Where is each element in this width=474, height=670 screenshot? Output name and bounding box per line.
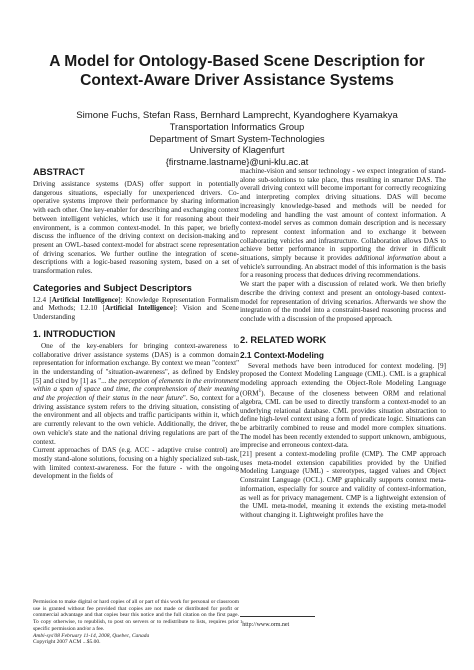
right-p1-start: machine-vision and sensor technology - we expect integration of stand-alone sub-solutions to take place, thus resulting in smarter DAS. The overall driving context will become important for correctly recognizing and interpreting complex driving situations. DAS will become increasingly knowledge-based and methods will be needed for modeling and handling the vast amount of context information. A context-model serves as common domain description and is necessary to represent context information and to exchange it between collaborating vehicles and infrastructure. Collaboration allows DAS to achieve better performance in supporting the driver in difficult situations, simply because it provides (240, 167, 446, 263)
category-1-rest: ]: Knowledge Representation Formalism and Methods; I.2.10 [ (33, 295, 239, 313)
author-group: Transportation Informatics Group (169, 122, 305, 133)
related-paragraph-1 (240, 362, 446, 450)
footnote-url[interactable]: http://www.orm.net (242, 622, 290, 628)
left-column (33, 166, 239, 481)
intro-p1-end: ". So, context for a driving assistance system refers to the driving situation, consisting of the environment and all objects and traffic participants within it, which are currently relevant to the own vehicle. Additionally, the driver, the own vehicle's state and the national driving regulations are part of the context. (33, 394, 240, 446)
footnote-marker: 1 (258, 388, 262, 394)
footnote-rule (240, 616, 315, 617)
author-names: Simone Fuchs, Stefan Rass, Bernhard Lamprecht, Kyandoghere Kyamakya (76, 110, 398, 121)
abstract-heading: ABSTRACT (33, 166, 85, 177)
intro-paragraph-1 (33, 342, 239, 446)
category-2-bold: Artificial Intelligence (104, 304, 174, 313)
author-department: Department of Smart System-Technologies (149, 133, 325, 144)
related-p1-start: Several methods have been introduced for context modeling. [9] proposed the Context Modeling Language (CML). CML is a graphical modeling approach extending the Object-Role Modeling Language (ORM (240, 361, 446, 398)
author-university: University of Klagenfurt (189, 145, 285, 156)
right-p1-end: about a vehicle's surrounding. An abstract model of this information is the basis for a reasoning process that deduces driving recommendations. (240, 254, 446, 280)
right-paragraph-1 (240, 167, 446, 280)
context-modeling-heading: 2.1 Context-Modeling (240, 349, 324, 360)
related-p1-end: ). Because of the closeness between ORM and relational algebra, CML can be used to directly transform a context-model to an underlying relational database. CML provides situation abstraction to define high-level context using a form of predicate logic. Situations can be arbitrarily combined to reuse and model more complex situations. The model has been recently extended to support unknown, ambiguous, imprecise and erroneous context-data. (240, 389, 446, 450)
introduction-heading: 1. INTRODUCTION (33, 327, 116, 339)
title-line-1: A Model for Ontology-Based Scene Description for (49, 53, 425, 70)
categories-heading: Categories and Subject Descriptors (33, 281, 192, 293)
category-1-bold: Artificial Intelligence (51, 295, 119, 304)
footnote-number: 1 (240, 619, 243, 624)
footnote (240, 618, 446, 629)
right-paragraph-2: We start the paper with a discussion of related work. We then briefly describe the driving context and present an ontology-based context-model for representation of driving scenarios. Afterwards we show the integration of the model into a constraint-based reasoning process and conclude with a discussion of the proposed approach. (240, 280, 446, 323)
right-column (240, 167, 446, 520)
intro-quote: the perception of elements in the environment within a span of space and time, the comprehension of their meaning and the projection of their status in the near future (33, 376, 239, 403)
title-line-2: Context-Aware Driver Assistance Systems (80, 72, 394, 89)
paper-title (20, 52, 454, 90)
permission-footer (33, 599, 239, 646)
author-email: {firstname.lastname}@uni-klu.ac.at (165, 156, 309, 167)
category-code: I.2.4 [ (33, 295, 52, 304)
abstract-text: Driving assistance systems (DAS) offer support in potentially dangerous situations, especially for unexperienced drivers. Co-operative systems improve their performance by sharing information with each other. One key-enabler for describing and exchanging context between intelligent vehicles, which use it for reasoning about their environment, is a common context-model. In this paper, we briefly discuss the influence of the driving context on decision-making and present an OWL-based context-model for abstract scene representation of driving scenarios. We further outline the integration of scene-descriptions with a logic-based reasoning system, based on a set of transformation rules. (33, 180, 239, 276)
intro-paragraph-2: Current approaches of DAS (e.g. ACC - adaptive cruise control) are mostly stand-alone solutions, focusing on a highly specialized sub-task, with limited context-awareness. For the future - with the ongoing development in the fields of (33, 446, 239, 481)
copyright-text: Copyright 2007 ACM ...$5.00. (33, 639, 101, 646)
category-2-rest: ]: Vision and Scene Understanding (33, 304, 240, 322)
related-work-heading: 2. RELATED WORK (240, 333, 327, 345)
related-paragraph-2: [21] present a context-modeling profile (CMP). The CMP approach uses meta-model extension capabilities provided by the Unified Modeling Language (UML) - stereotypes, tagged values and Object Constraint Language (OCL). CMP graphically supports context meta-information, especially for source and validity of context-information, as well as for privacy management. CMP is a lightweight extension of the UML meta-model, meaning it extends the existing meta-model without changing it. Lightweight profiles have the (240, 450, 446, 519)
intro-p1-start: One of the key-enablers for bringing context-awareness to collaborative driver assistance systems (DAS) is a common domain representation for information exchange. By context we mean "context" in the understanding of "situation-awareness", as defined by Endsley [5] and cited by [1] as "... (33, 341, 239, 385)
venue-text: Ambi-sys'08 February 11-14, 2008, Quebec, Canada (33, 632, 150, 639)
author-block (20, 110, 454, 168)
permission-text: Permission to make digital or hard copies of all or part of this work for personal or classroom use is granted without fee provided that copies are not made or distributed for profit or commercial advantage and that copies bear this notice and the full citation on the first page. To copy otherwise, to republish, to post on servers or to redistribute to lists, requires prior specific permission and/or a fee. (33, 599, 239, 632)
right-p1-italic: additional information (354, 254, 421, 263)
categories-text (33, 296, 239, 322)
